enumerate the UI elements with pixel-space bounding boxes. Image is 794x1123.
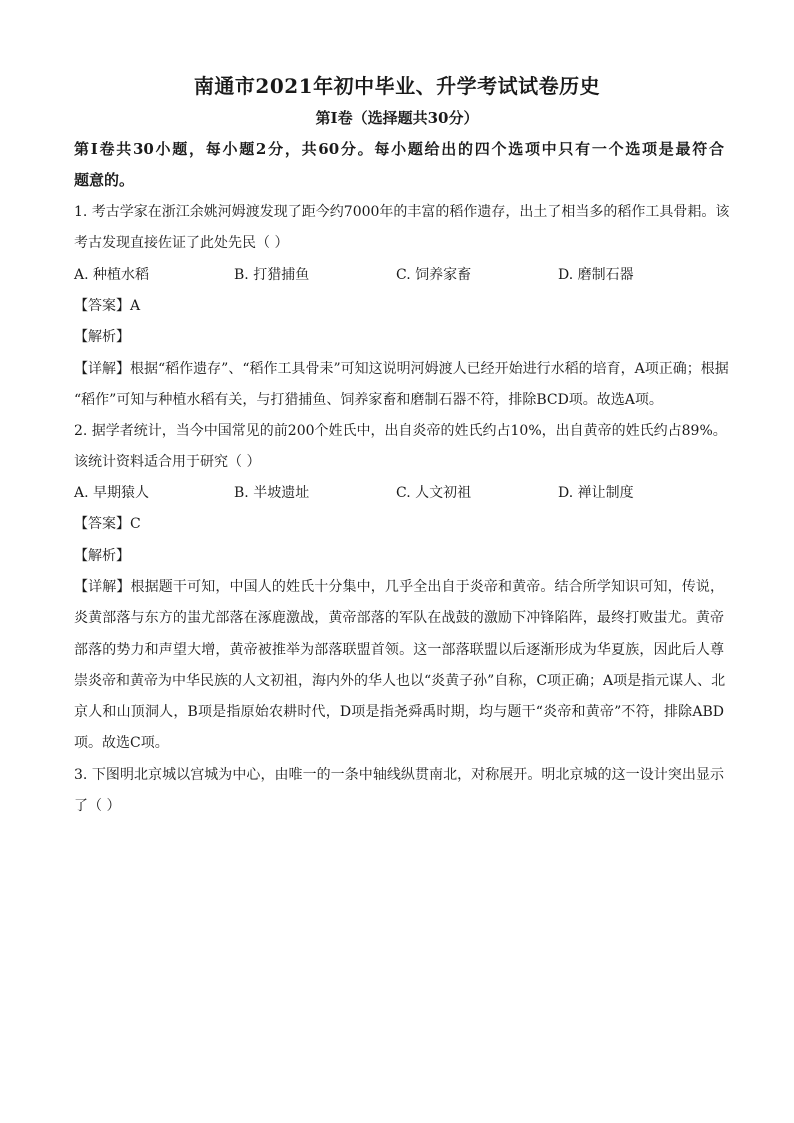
question-2-analysis-label: 【解析】	[74, 548, 130, 564]
question-2-stem: 该统计资料适合用于研究（ ）	[74, 454, 261, 470]
question-1-stem: 考古发现直接佐证了此处先民（ ）	[74, 235, 289, 251]
question-1-option-c: C. 饲养家畜	[396, 267, 472, 283]
question-2-detail: 项。故选C项。	[74, 735, 169, 751]
question-2-detail: 京人和山顶洞人，B项是指原始农耕时代，D项是指尧舜禹时期，均与题干“炎帝和黄帝”不符，排除ABD	[74, 704, 724, 720]
question-1-detail: 【详解】根据“稻作遗存”、“稻作工具骨耒”可知这说明河姆渡人已经开始进行水稻的培育，A项正确；根据	[74, 361, 729, 377]
question-2-option-c: C. 人文初祖	[396, 485, 472, 501]
question-2-option-d: D. 禅让制度	[558, 485, 634, 501]
question-2-option-b: B. 半坡遗址	[234, 485, 310, 501]
question-2-detail: 部落的势力和声望大增，黄帝被推举为部落联盟首领。这一部落联盟以后逐渐形成为华夏族，因此后人尊	[74, 642, 724, 658]
question-1-option-b: B. 打猎捕鱼	[234, 267, 310, 283]
question-2-option-a: A. 早期猿人	[74, 485, 150, 501]
instructions-line: 第Ⅰ卷共30小题，每小题2分，共60分。每小题给出的四个选项中只有一个选项是最符合	[74, 140, 724, 158]
question-3-stem: 3. 下图明北京城以宫城为中心，由唯一的一条中轴线纵贯南北，对称展开。明北京城的这一设计突出显示	[74, 767, 724, 783]
question-3-stem: 了（ ）	[74, 798, 121, 814]
question-1-analysis-label: 【解析】	[74, 329, 130, 345]
section-title: 第Ⅰ卷（选择题共30分）	[315, 109, 479, 127]
page-title: 南通市2021年初中毕业、升学考试试卷历史	[193, 74, 601, 98]
question-1-stem: 1. 考古学家在浙江余姚河姆渡发现了距今约7000年的丰富的稻作遗存，出土了相当多的稻作工具骨耜。该	[74, 204, 730, 220]
question-2-detail: 崇炎帝和黄帝为中华民族的人文初祖，海内外的华人也以“炎黄子孙”自称，C项正确；A项是指元谋人、北	[74, 673, 726, 689]
question-2-answer: 【答案】C	[74, 516, 141, 532]
question-1-option-a: A. 种植水稻	[74, 267, 150, 283]
question-1-answer: 【答案】A	[74, 298, 141, 314]
question-2-detail: 【详解】根据题干可知，中国人的姓氏十分集中，几乎全出自于炎帝和黄帝。结合所学知识可知，传说，	[74, 579, 724, 595]
question-1-option-d: D. 磨制石器	[558, 267, 634, 283]
instructions-line: 题意的。	[74, 171, 135, 189]
question-1-detail: “稻作”可知与种植水稻有关，与打猎捕鱼、饲养家畜和磨制石器不符，排除BCD项。故选A项。	[74, 392, 663, 408]
question-2-detail: 炎黄部落与东方的蚩尤部落在涿鹿激战，黄帝部落的军队在战鼓的激励下冲锋陷阵，最终打败蚩尤。黄帝	[74, 610, 724, 626]
question-2-stem: 2. 据学者统计，当今中国常见的前200个姓氏中，出自炎帝的姓氏约占10%，出自黄帝的姓氏约占89%。	[74, 423, 727, 439]
